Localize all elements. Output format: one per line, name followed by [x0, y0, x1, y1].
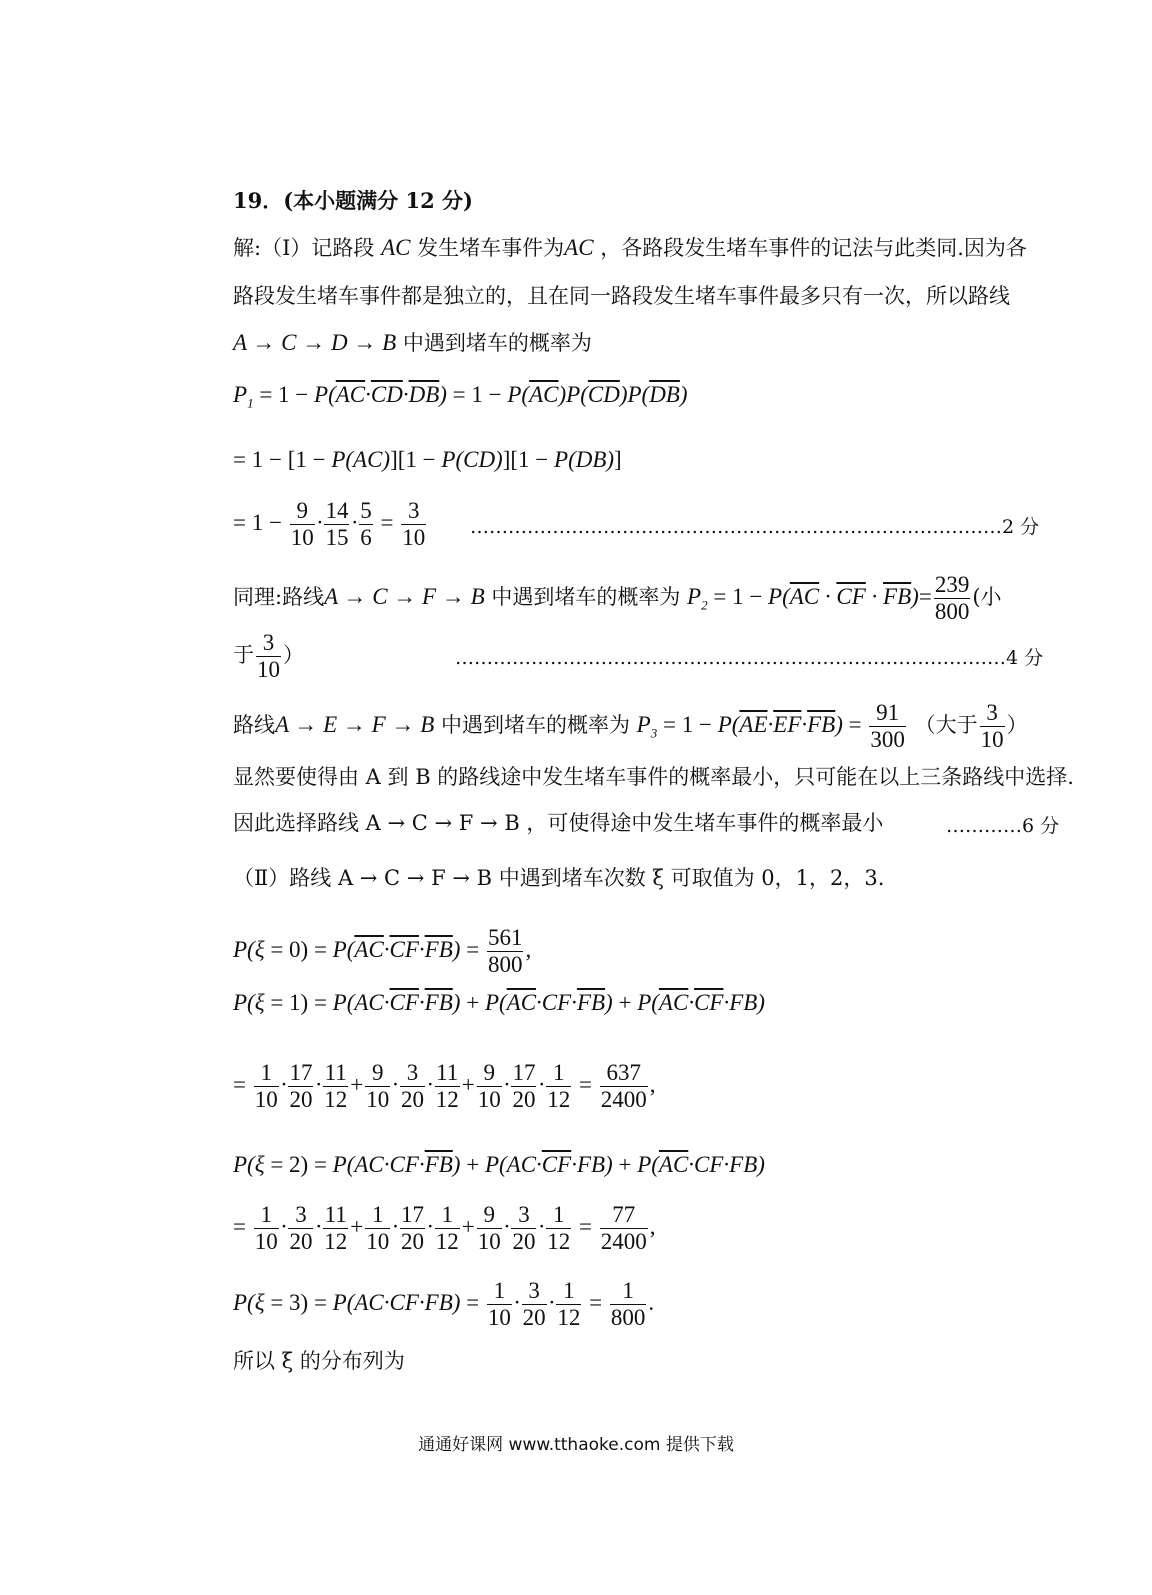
part2-intro: （Ⅱ）路线 A → C → F → B 中遇到堵车次数 ξ 可取值为 0，1，2，3. — [233, 866, 885, 890]
p-xi-2: $P(\xi = 2) = P(AC\cdot CF\cdot\overline{FB}) + P(AC\cdot\overline{CF}\cdot FB) + P(\overline{AC}\cdot CF\cdot FB)$ — [233, 1152, 765, 1177]
p-xi-2-value: = $\frac{1}{10}$ · $\frac{3}{20}$ · $\frac{11}{12}$ + $\frac{1}{10}$ · $\frac{17}{20}$ · $\frac{1}{12}$ + $\frac{9}{10}$ · $\frac{3}{20}$ · $\frac{1}{12}$ = $\frac{77}{2400}$ , — [233, 1202, 656, 1254]
score-dots-4: ……………………………………………………………………………4 分 — [455, 647, 1044, 669]
problem-heading: 19．(本小题满分 12 分) — [233, 188, 473, 213]
p1-equation: $P_1 = 1 - P(\overline{AC}\cdot\overline{CD}\cdot\overline{DB}) = 1 - P(\overline{AC})P(\overline{CD})P(\overline{DB})$ — [233, 382, 688, 411]
solution-line-2: 路段发生堵车事件都是独立的，且在同一路段发生堵车事件最多只有一次，所以路线 — [233, 284, 1010, 308]
obvious-line: 显然要使得由 A 到 B 的路线途中发生堵车事件的概率最小，只可能在以上三条路线中选择. — [233, 765, 1074, 789]
p1-equation-2: = 1 − [1 − P(AC)][1 − P(CD)][1 − P(DB)] — [233, 447, 622, 472]
less-than-line: 于 $\frac{3}{10}$ ） — [233, 630, 304, 682]
route-3-line: 路线A → E → F → B 中遇到堵车的概率为 $P_3 = 1 - P(\overline{AE}\cdot\overline{EF}\cdot\overline{FB})$ = $\frac{91}{300}$ （大于 $\frac{3}{10}$ ） — [233, 700, 1028, 752]
p1-equation-3: = 1 − $\frac{9}{10}$ · $\frac{14}{15}$ · $\frac{5}{6}$ = $\frac{3}{10}$ — [233, 498, 426, 550]
p-xi-0: $P(\xi = 0) = P(\overline{AC}\cdot\overline{CF}\cdot\overline{FB})$ = $\frac{561}{800}$ , — [233, 925, 532, 977]
p-xi-1-value: = $\frac{1}{10}$ · $\frac{17}{20}$ · $\frac{11}{12}$ + $\frac{9}{10}$ · $\frac{3}{20}$ · $\frac{11}{12}$ + $\frac{9}{10}$ · $\frac{17}{20}$ · $\frac{1}{12}$ = $\frac{637}{2400}$ , — [233, 1060, 656, 1112]
route-1-line: A → C → D → B 中遇到堵车的概率为 — [233, 330, 592, 355]
distribution-label: 所以 ξ 的分布列为 — [233, 1349, 405, 1373]
score-dots-6: …………6 分 — [946, 815, 1060, 837]
score-dots-2: …………………………………………………………………………2 分 — [470, 516, 1040, 538]
choose-line: 因此选择路线 A → C → F → B ，可使得途中发生堵车事件的概率最小 — [233, 811, 884, 835]
footer-source: 通通好课网 www.tthaoke.com 提供下载 — [418, 1435, 734, 1455]
solution-intro: 解:（Ⅰ）记路段 AC 发生堵车事件为AC ，各路段发生堵车事件的记法与此类同.因为各 — [233, 235, 1027, 260]
route-2-line: 同理:路线A → C → F → B 中遇到堵车的概率为 $P_2 = 1 - P(\overline{AC} \cdot \overline{CF} \cdot \overline{FB})=$ $\frac{239}{800}$ (小 — [233, 572, 1002, 624]
p-xi-3: P(ξ = 3) = P(AC·CF·FB) = $\frac{1}{10}$ · $\frac{3}{20}$ · $\frac{1}{12}$ = $\frac{1}{800}$ . — [233, 1278, 655, 1330]
p-xi-1: $P(\xi = 1) = P(AC\cdot\overline{CF}\cdot\overline{FB}) + P(\overline{AC}\cdot CF\cdot\overline{FB}) + P(\overline{AC}\cdot\overline{CF}\cdot FB)$ — [233, 990, 765, 1015]
